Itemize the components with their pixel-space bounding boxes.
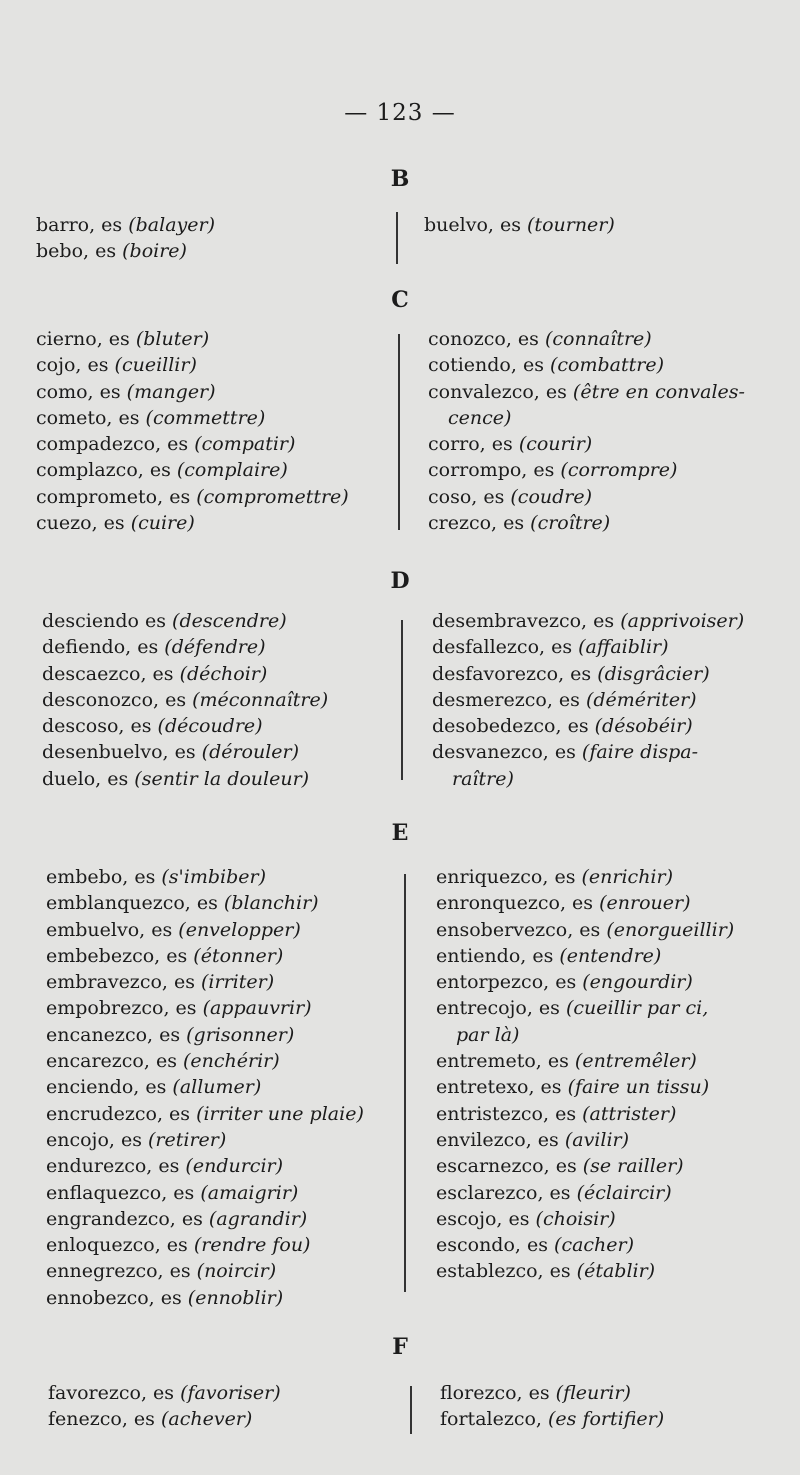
french-translation: (combattre) (550, 354, 665, 377)
spanish-verb: desmerezco, es (432, 688, 586, 711)
spanish-verb: embravezco, es (46, 971, 202, 994)
french-translation: (rendre fou) (193, 1234, 311, 1257)
section-b-right-column (424, 212, 615, 238)
french-translation: (s'imbiber) (161, 866, 267, 888)
french-translation: (désobéir) (594, 715, 693, 738)
dictionary-entry (46, 1048, 364, 1074)
french-translation: (enorgueillir) (606, 918, 735, 941)
dictionary-entry (424, 212, 615, 238)
dictionary-entry (36, 379, 349, 405)
french-translation: (ennoblir) (187, 1286, 284, 1309)
dictionary-entry (46, 1022, 364, 1048)
spanish-verb: desfallezco, es (432, 636, 579, 659)
dictionary-entry (46, 1127, 364, 1153)
french-translation: (éclaircir) (576, 1181, 672, 1204)
dictionary-entry (432, 608, 744, 634)
dictionary-entry (36, 212, 215, 238)
dictionary-entry (46, 995, 364, 1021)
french-translation: (enchérir) (182, 1050, 280, 1073)
dictionary-entry (48, 1380, 281, 1406)
dictionary-entry (42, 608, 328, 634)
dictionary-entry (428, 510, 745, 536)
french-translation: (défendre) (164, 636, 266, 659)
dictionary-entry (36, 238, 215, 264)
spanish-verb: entremeto, es (436, 1050, 575, 1073)
spanish-verb: enloquezco, es (46, 1234, 194, 1257)
dictionary-entry (36, 405, 349, 431)
french-translation: (être en convales- (572, 380, 745, 403)
spanish-verb: endurezco, es (46, 1155, 186, 1178)
french-translation: (descendre) (172, 610, 287, 632)
section-e-left-column (46, 864, 364, 1311)
dictionary-entry (46, 1206, 364, 1232)
dictionary-entry (428, 326, 745, 352)
spanish-verb: embebezco, es (46, 944, 194, 967)
spanish-verb: ennobezco, es (46, 1286, 188, 1309)
spanish-verb: convalezco, es (428, 380, 573, 403)
dictionary-entry (42, 713, 328, 739)
spanish-verb: conozco, es (428, 328, 545, 350)
dictionary-entry (46, 969, 364, 995)
spanish-verb: desobedezco, es (432, 715, 595, 738)
spanish-verb: corro, es (428, 433, 519, 456)
french-translation: (établir) (576, 1260, 656, 1283)
section-c-left-column (36, 326, 349, 536)
french-translation: (manger) (126, 380, 216, 403)
french-translation: (boire) (122, 240, 187, 263)
section-d-right-column (432, 608, 744, 792)
spanish-verb: defiendo, es (42, 636, 165, 659)
dictionary-entry (36, 326, 349, 352)
spanish-verb: engrandezco, es (46, 1207, 209, 1230)
french-translation: (se railler) (582, 1155, 684, 1178)
dictionary-entry (36, 352, 349, 378)
section-letter-e: E (391, 820, 409, 846)
spanish-verb: cuezo, es (36, 512, 131, 535)
section-letter-f: F (392, 1334, 408, 1360)
dictionary-entry (46, 1232, 364, 1258)
dictionary-entry (428, 431, 745, 457)
dictionary-entry (428, 379, 745, 405)
dictionary-entry (436, 1258, 734, 1284)
spanish-verb: coso, es (428, 485, 511, 508)
dictionary-entry (436, 1074, 734, 1100)
french-translation: (déchoir) (179, 662, 268, 685)
spanish-verb: comprometo, es (36, 485, 197, 508)
french-translation: (achever) (160, 1408, 253, 1431)
french-translation: (cueillir) (114, 354, 197, 377)
dictionary-entry (46, 1101, 364, 1127)
french-translation: (fleurir) (555, 1382, 631, 1404)
spanish-verb: entorpezco, es (436, 971, 583, 994)
dictionary-entry (46, 917, 364, 943)
french-translation: (croître) (530, 512, 611, 535)
spanish-verb: enronquezco, es (436, 892, 600, 915)
french-translation: (cacher) (554, 1234, 635, 1257)
french-translation: (entendre) (559, 944, 662, 967)
spanish-verb: fortalezco, (440, 1408, 549, 1431)
french-translation: (irriter) (201, 971, 275, 994)
french-translation: (faire un tissu) (567, 1076, 710, 1099)
spanish-verb: entretexo, es (436, 1076, 568, 1099)
dictionary-entry (428, 405, 745, 431)
french-translation: (favoriser) (180, 1382, 281, 1404)
dictionary-entry (428, 352, 745, 378)
spanish-verb: crezco, es (428, 512, 531, 535)
french-translation: (engourdir) (582, 971, 693, 994)
dictionary-entry (436, 1022, 734, 1048)
section-b-left-column (36, 212, 215, 265)
spanish-verb: embebo, es (46, 866, 162, 888)
french-translation: (apprivoiser) (620, 610, 745, 632)
dictionary-entry (42, 687, 328, 713)
french-translation: (entremêler) (574, 1050, 697, 1073)
dictionary-entry (436, 1153, 734, 1179)
page-number: — 123 — (344, 100, 456, 126)
french-translation: (étonner) (193, 944, 284, 967)
spanish-verb: complazco, es (36, 459, 177, 482)
spanish-verb: entristezco, es (436, 1102, 583, 1125)
spanish-verb: cometo, es (36, 406, 146, 429)
dictionary-entry (436, 1232, 734, 1258)
spanish-verb: buelvo, es (424, 214, 528, 236)
dictionary-entry (42, 766, 328, 792)
spanish-verb: entiendo, es (436, 944, 560, 967)
french-translation: (choisir) (535, 1207, 616, 1230)
french-translation: (appauvrir) (202, 997, 312, 1020)
section-c-right-column (428, 326, 745, 536)
french-translation: (compromettre) (196, 485, 349, 508)
french-translation: (disgrâcier) (597, 662, 710, 685)
spanish-verb: cotiendo, es (428, 354, 550, 377)
dictionary-entry (440, 1380, 664, 1406)
french-translation: (coudre) (510, 485, 593, 508)
spanish-verb: empobrezco, es (46, 997, 203, 1020)
french-translation: (agrandir) (208, 1207, 308, 1230)
dictionary-entry (46, 890, 364, 916)
french-translation: (grisonner) (186, 1023, 295, 1046)
spanish-verb: escojo, es (436, 1207, 536, 1230)
spanish-verb: desvanezco, es (432, 741, 582, 764)
french-translation: raître) (452, 767, 514, 790)
spanish-verb: ennegrezco, es (46, 1260, 197, 1283)
french-translation: (avilir) (564, 1128, 630, 1151)
spanish-verb: ensobervezco, es (436, 918, 607, 941)
spanish-verb: embuelvo, es (46, 918, 179, 941)
french-translation: (tourner) (527, 214, 615, 236)
french-translation: (balayer) (128, 214, 215, 236)
french-translation: (commettre) (145, 406, 266, 429)
dictionary-entry (432, 634, 744, 660)
french-translation: (corrompre) (560, 459, 678, 482)
french-translation: (sentir la douleur) (134, 767, 310, 790)
french-translation: (es fortifier) (548, 1408, 665, 1431)
dictionary-entry (42, 634, 328, 660)
spanish-verb: desfavorezco, es (432, 662, 598, 685)
spanish-verb: bebo, es (36, 240, 123, 263)
spanish-verb: descaezco, es (42, 662, 180, 685)
spanish-verb: cierno, es (36, 328, 136, 350)
spanish-verb: cojo, es (36, 354, 115, 377)
spanish-verb: florezco, es (440, 1382, 556, 1404)
french-translation: (méconnaître) (192, 688, 329, 711)
section-e-right-column (436, 864, 734, 1285)
column-divider-c (398, 334, 400, 530)
french-translation: (endurcir) (185, 1155, 284, 1178)
spanish-verb: establezco, es (436, 1260, 577, 1283)
spanish-verb: encojo, es (46, 1128, 149, 1151)
dictionary-entry (46, 1285, 364, 1311)
spanish-verb: desembravezco, es (432, 610, 621, 632)
dictionary-entry (436, 1101, 734, 1127)
column-divider-b (396, 212, 398, 264)
spanish-verb: entrecojo, es (436, 997, 566, 1020)
french-translation: (noircir) (196, 1260, 277, 1283)
dictionary-entry (428, 457, 745, 483)
dictionary-entry (432, 661, 744, 687)
french-translation: (cueillir par ci, (565, 997, 709, 1020)
dictionary-entry (36, 431, 349, 457)
french-translation: (attrister) (582, 1102, 677, 1125)
dictionary-entry (436, 943, 734, 969)
french-translation: (découdre) (157, 715, 263, 738)
spanish-verb: desconozco, es (42, 688, 193, 711)
spanish-verb: emblanquezco, es (46, 892, 224, 915)
dictionary-entry (436, 995, 734, 1021)
dictionary-entry (46, 943, 364, 969)
french-translation: (retirer) (148, 1128, 227, 1151)
french-translation: (irriter une plaie) (196, 1102, 364, 1125)
french-translation: (courir) (518, 433, 593, 456)
spanish-verb: desenbuelvo, es (42, 741, 202, 764)
french-translation: (blanchir) (223, 892, 319, 915)
section-f-left-column (48, 1380, 281, 1433)
spanish-verb: esclarezco, es (436, 1181, 577, 1204)
column-divider-d (401, 620, 403, 780)
spanish-verb: escarnezco, es (436, 1155, 583, 1178)
dictionary-entry (46, 1074, 364, 1100)
spanish-verb: desciendo es (42, 610, 173, 632)
dictionary-entry (42, 739, 328, 765)
french-translation: (faire dispa- (581, 741, 699, 764)
spanish-verb: duelo, es (42, 767, 135, 790)
dictionary-entry (436, 1048, 734, 1074)
french-translation: (cuire) (130, 512, 195, 535)
dictionary-entry (46, 1180, 364, 1206)
french-translation: (compatir) (194, 433, 296, 456)
dictionary-entry (432, 713, 744, 739)
section-f-right-column (440, 1380, 664, 1433)
french-translation: (connaître) (544, 328, 652, 350)
spanish-verb: corrompo, es (428, 459, 561, 482)
column-divider-f (410, 1386, 412, 1434)
section-letter-c: C (391, 287, 409, 313)
column-divider-e (404, 874, 406, 1292)
dictionary-entry (48, 1406, 281, 1432)
dictionary-entry (436, 917, 734, 943)
french-translation: (amaigrir) (200, 1181, 299, 1204)
french-translation: (affaiblir) (578, 636, 669, 659)
dictionary-entry (42, 661, 328, 687)
dictionary-entry (36, 510, 349, 536)
spanish-verb: envilezco, es (436, 1128, 565, 1151)
spanish-verb: barro, es (36, 214, 129, 236)
dictionary-entry (436, 1206, 734, 1232)
spanish-verb: enflaquezco, es (46, 1181, 201, 1204)
spanish-verb: enriquezco, es (436, 866, 582, 888)
dictionary-entry (432, 687, 744, 713)
french-translation: (complaire) (176, 459, 288, 482)
dictionary-entry (46, 1153, 364, 1179)
french-translation: (enrichir) (581, 866, 674, 888)
spanish-verb: encanezco, es (46, 1023, 187, 1046)
dictionary-entry (36, 457, 349, 483)
french-translation: (dérouler) (201, 741, 300, 764)
section-d-left-column (42, 608, 328, 792)
spanish-verb: encrudezco, es (46, 1102, 197, 1125)
dictionary-entry (36, 484, 349, 510)
dictionary-entry (46, 864, 364, 890)
french-translation: (envelopper) (178, 918, 301, 941)
spanish-verb: favorezco, es (48, 1382, 181, 1404)
dictionary-entry (436, 1180, 734, 1206)
dictionary-entry (440, 1406, 664, 1432)
french-translation: (bluter) (135, 328, 210, 350)
dictionary-entry (436, 864, 734, 890)
french-translation: (démériter) (585, 688, 697, 711)
spanish-verb: descoso, es (42, 715, 158, 738)
spanish-verb: fenezco, es (48, 1408, 161, 1431)
dictionary-entry (436, 890, 734, 916)
dictionary-entry (436, 1127, 734, 1153)
french-translation: par là) (456, 1023, 520, 1046)
dictionary-entry (432, 766, 744, 792)
spanish-verb: como, es (36, 380, 127, 403)
section-letter-d: D (390, 568, 410, 594)
dictionary-entry (46, 1258, 364, 1284)
section-letter-b: B (390, 166, 410, 192)
spanish-verb: compadezco, es (36, 433, 195, 456)
spanish-verb: escondo, es (436, 1234, 555, 1257)
french-translation: cence) (448, 406, 512, 429)
dictionary-entry (428, 484, 745, 510)
dictionary-entry (436, 969, 734, 995)
spanish-verb: enciendo, es (46, 1076, 173, 1099)
french-translation: (enrouer) (599, 892, 691, 915)
french-translation: (allumer) (172, 1076, 262, 1099)
dictionary-entry (432, 739, 744, 765)
spanish-verb: encarezco, es (46, 1050, 183, 1073)
